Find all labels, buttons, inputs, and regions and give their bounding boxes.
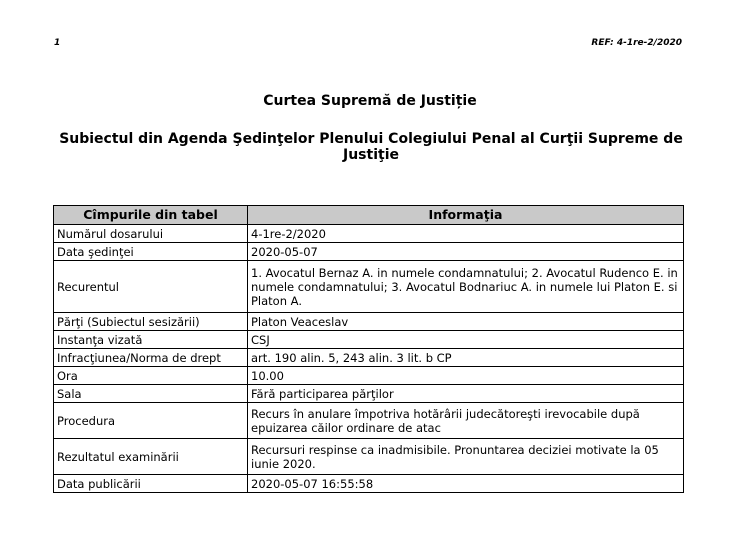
table-row: [54, 313, 684, 331]
field-value: 4-1re-2/2020: [248, 225, 684, 243]
field-label: Ora: [54, 367, 248, 385]
table-row: [54, 403, 684, 439]
table-row: [54, 331, 684, 349]
table-row: [54, 385, 684, 403]
table-row: [54, 349, 684, 367]
field-label: Rezultatul examinării: [54, 439, 248, 475]
table-row: [54, 367, 684, 385]
field-value: CSJ: [248, 331, 684, 349]
reference-number: REF: 4-1re-2/2020: [591, 38, 682, 48]
field-value: 2020-05-07: [248, 243, 684, 261]
field-value: 10.00: [248, 367, 684, 385]
table-row: [54, 439, 684, 475]
subject-title: Subiectul din Agenda Şedinţelor Plenului Colegiului Penal al Curţii Supreme de Justiţie: [59, 131, 683, 163]
field-value: 1. Avocatul Bernaz A. in numele condamnatului; 2. Avocatul Rudenco E. in numele condamnatului; 3. Avocatul Bodnariuc A. in numele lui Platon E. si Platon A.: [248, 261, 684, 313]
field-label: Sala: [54, 385, 248, 403]
field-value: 2020-05-07 16:55:58: [248, 475, 684, 493]
field-label: Numărul dosarului: [54, 225, 248, 243]
field-label: Data şedinţei: [54, 243, 248, 261]
column-header-field: Cîmpurile din tabel: [54, 206, 248, 225]
field-value: Fără participarea părţilor: [248, 385, 684, 403]
field-value: Recursuri respinse ca inadmisibile. Pronuntarea deciziei motivate la 05 iunie 2020.: [248, 439, 684, 475]
field-value: art. 190 alin. 5, 243 alin. 3 lit. b CP: [248, 349, 684, 367]
field-label: Părţi (Subiectul sesizării): [54, 313, 248, 331]
column-header-info: Informaţia: [248, 206, 684, 225]
page-number: 1: [54, 38, 61, 48]
field-label: Data publicării: [54, 475, 248, 493]
table-row: [54, 243, 684, 261]
table-row: [54, 225, 684, 243]
court-title: Curtea Supremă de Justiție: [263, 93, 477, 109]
field-value: Recurs în anulare împotriva hotărârii judecătoreşti irevocabile după epuizarea căilor ordinare de atac: [248, 403, 684, 439]
table-row: [54, 475, 684, 493]
table-header-row: [54, 206, 684, 225]
field-value: Platon Veaceslav: [248, 313, 684, 331]
info-table: [53, 205, 684, 493]
field-label: Recurentul: [54, 261, 248, 313]
table-row: [54, 261, 684, 313]
field-label: Instanţa vizată: [54, 331, 248, 349]
field-label: Procedura: [54, 403, 248, 439]
field-label: Infracţiunea/Norma de drept: [54, 349, 248, 367]
